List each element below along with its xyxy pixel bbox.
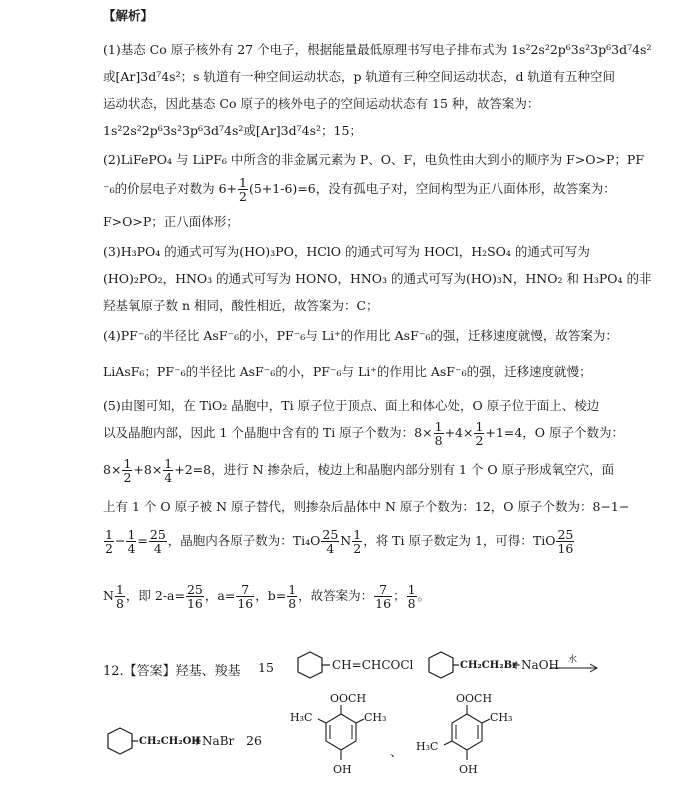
ooch-label: OOCH [456, 692, 493, 705]
arrow-condition: 水 [568, 655, 578, 665]
structure-ester-isomer-2 [412, 690, 522, 782]
fraction-one-half: $\frac{1}{2}$ [123, 456, 132, 485]
fraction-one-eighth: $\frac{1}{8}$ [434, 419, 443, 448]
p5-b2: +4× [444, 425, 474, 440]
benzene-ring [429, 652, 453, 678]
hydroxyl-label: OH [459, 763, 478, 776]
p1-line-c: 运动状态，因此基态 Co 原子的核外电子的空间运动状态有 15 种，故答案为： [103, 96, 540, 111]
q12-number-26: 26 [246, 733, 262, 748]
substituent-label: CH₂CH₂Br [460, 660, 518, 671]
p5-line-d: 上有 1 个 O 原子被 N 原子替代，则掺杂后晶体中 N 原子个数为：12，O 原子个数为：8−1− [103, 499, 630, 514]
p5-line-f [103, 583, 692, 610]
p5-line-b [103, 420, 692, 447]
p5-e4: N [340, 533, 352, 548]
q12-number-15: 15 [258, 660, 274, 675]
p5-e2: = [137, 533, 148, 548]
structure-cinnamoyl-chloride [296, 648, 426, 684]
p5-f2: ，即 2-a= [125, 588, 185, 603]
fraction-one-eighth: $\frac{1}{8}$ [407, 582, 416, 611]
p5-e5: ，将 Ti 原子数定为 1，可得：TiO [363, 533, 556, 548]
p4-line-a: (4)PF⁻₆的半径比 AsF⁻₆的小，PF⁻₆与 Li⁺的作用比 AsF⁻₆的强，迁移速度就慢，故答案为： [103, 328, 618, 343]
substituent-label: CH=CHCOCl [332, 658, 414, 672]
section-title: 【解析】 [103, 8, 154, 23]
methyl-left-label: H₃C [290, 711, 313, 724]
reagent-label: +NaOH [511, 658, 560, 672]
fraction-one-half: $\frac{1}{2}$ [475, 419, 484, 448]
fraction-one-half: $\frac{1}{2}$ [239, 175, 247, 204]
fraction-one-eighth: $\frac{1}{8}$ [288, 582, 297, 611]
p1-line-d: 1s²2s²2p⁶3s²3p⁶3d⁷4s²或[Ar]3d⁷4s²；15； [103, 123, 362, 138]
hydroxyl-label: OH [333, 763, 352, 776]
fraction-seven-sixteenth: $\frac{7}{16}$ [237, 582, 254, 611]
p5-line-c [103, 457, 692, 484]
p5-f1: N [103, 588, 114, 603]
benzene-ring [108, 728, 132, 754]
fraction-one-quarter: $\frac{1}{4}$ [164, 456, 173, 485]
p3-line-b: (HO)₂PO₂，HNO₃ 的通式可写为 HONO，HNO₃ 的通式可写为(HO)₃N，HNO₂ 和 H₃PO₄ 的非 [103, 271, 652, 286]
structure-phenylethanol [106, 724, 256, 760]
substituent-label: CH₂CH₂OH [139, 736, 201, 747]
p5-e1: − [114, 533, 126, 548]
p1-line-b: 或[Ar]3d⁷4s²；s 轨道有一种空间运动状态，p 轨道有三种空间运动状态，d 轨道有五种空间 [103, 69, 615, 84]
fraction-twentyfive-sixteenth: $\frac{25}{16}$ [557, 527, 574, 556]
structure-ester-isomer-1 [286, 690, 396, 782]
p2-b2: (5+1-6)=6，没有孤电子对，空间构型为正八面体形，故答案为： [248, 181, 616, 196]
fraction-seven-sixteenth: $\frac{7}{16}$ [375, 582, 392, 611]
p5-c3: +2=8，进行 N 掺杂后，棱边上和晶胞内部分别有 1 个 O 原子形成氧空穴，面 [174, 462, 615, 477]
p5-b3: +1=4，O 原子个数为： [485, 425, 624, 440]
methyl-right-label: CH₃ [364, 711, 387, 724]
p3-line-c: 羟基氧原子数 n 相同，酸性相近，故答案为：C； [103, 298, 379, 313]
methyl-left-label: H₃C [416, 740, 439, 753]
p5-line-e [103, 528, 692, 555]
p5-f5: ，故答案为： [298, 588, 374, 603]
p5-f4: ，b= [255, 588, 287, 603]
fraction-one-eighth: $\frac{1}{8}$ [115, 582, 124, 611]
p2-line-c: F>O>P；正八面体形； [103, 214, 239, 229]
methyl-right-label: CH₃ [490, 711, 513, 724]
p5-b1: 以及晶胞内部，因此 1 个晶胞中含有的 Ti 原子个数为：8× [103, 425, 433, 440]
p3-line-a: (3)H₃PO₄ 的通式可写为(HO)₃PO，HClO 的通式可写为 HOCl，H₂SO₄ 的通式可写为 [103, 244, 590, 259]
p5-f7: 。 [417, 588, 431, 603]
fraction-twentyfive-quarter: $\frac{25}{4}$ [322, 527, 339, 556]
product-label: +NaBr [192, 734, 235, 748]
p5-f6: ； [393, 588, 406, 603]
fraction-twentyfive-sixteenth: $\frac{25}{16}$ [186, 582, 203, 611]
p5-c1: 8× [103, 462, 122, 477]
q12-label: 12.【答案】羟基、羧基 [103, 664, 241, 679]
structure-separator: 、 [390, 744, 403, 759]
fraction-one-half: $\frac{1}{2}$ [353, 527, 362, 556]
ooch-label: OOCH [330, 692, 367, 705]
p1-line-a: (1)基态 Co 原子核外有 27 个电子，根据能量最低原理书写电子排布式为 1s²2s²2p⁶3s²3p⁶3d⁷4s² [103, 42, 652, 57]
fraction-twentyfive-quarter: $\frac{25}{4}$ [149, 527, 166, 556]
p5-line-a: (5)由图可知，在 TiO₂ 晶胞中，Ti 原子位于顶点、面上和体心处，O 原子位于面上、棱边 [103, 398, 600, 413]
fraction-one-half: $\frac{1}{2}$ [105, 527, 113, 556]
reaction-arrow [548, 650, 604, 680]
p2-line-a: (2)LiFePO₄ 与 LiPF₆ 中所含的非金属元素为 P、O、F，电负性由大到小的顺序为 F>O>P；PF [103, 152, 645, 167]
p4-line-b: LiAsF₆；PF⁻₆的半径比 AsF⁻₆的小，PF⁻₆与 Li⁺的作用比 AsF⁻₆的强，迁移速度就慢； [103, 364, 592, 379]
p5-e3: ，晶胞内各原子数为：Ti₄O [167, 533, 321, 548]
p5-f3: ，a= [204, 588, 236, 603]
p2-line-b [103, 176, 692, 203]
p2-b1: ⁻₆的价层电子对数为 6+ [103, 181, 238, 196]
fraction-one-quarter: $\frac{1}{4}$ [127, 527, 136, 556]
p5-c2: +8× [133, 462, 163, 477]
benzene-ring [298, 652, 322, 678]
